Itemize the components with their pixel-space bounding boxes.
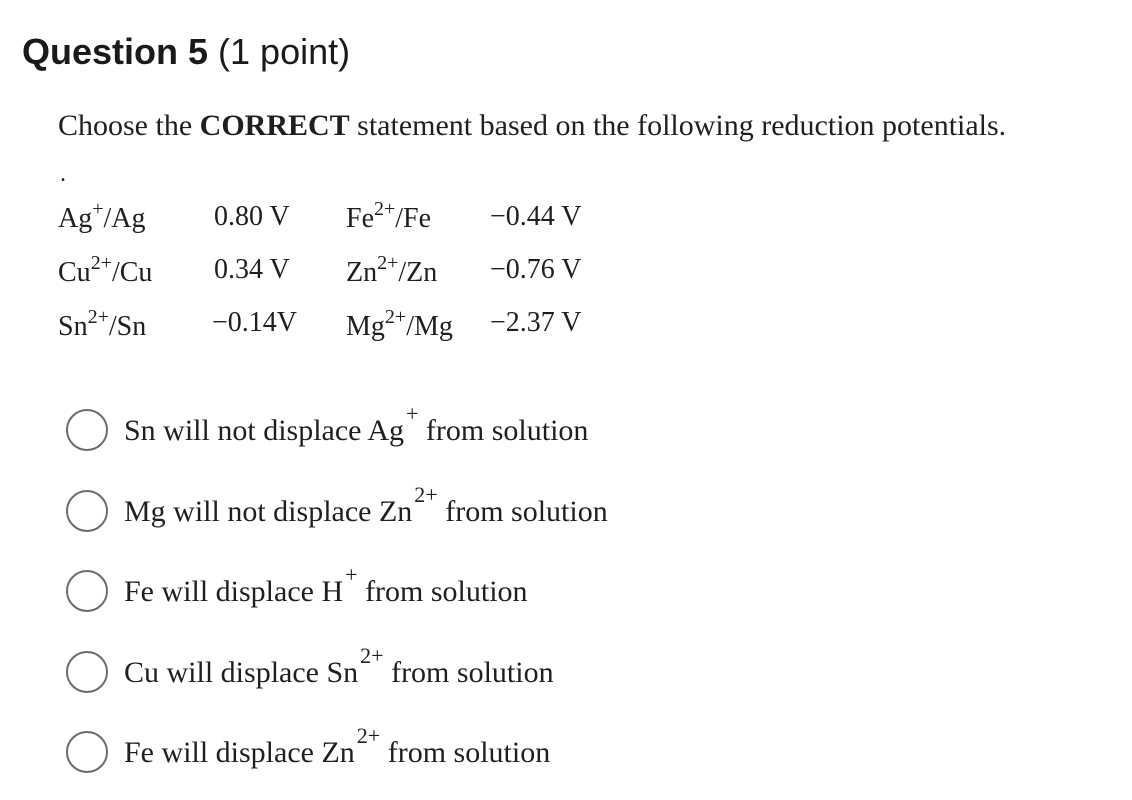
couple-cu: $Cu^{2+}/Cu$ xyxy=(58,251,153,288)
option-label: Fe will displace H+ from solution xyxy=(124,562,528,608)
potential-ag: 0.80 V xyxy=(214,201,290,232)
couple-zn: $Zn^{2+}/Zn$ xyxy=(346,251,438,288)
radio-button[interactable] xyxy=(66,570,108,612)
prompt-text-after: statement based on the following reduction potentials. xyxy=(349,109,1007,142)
radio-button[interactable] xyxy=(66,490,108,532)
potential-fe: −0.44 V xyxy=(490,201,582,232)
couple-fe: $Fe^{2+}/Fe$ xyxy=(346,197,432,234)
radio-button[interactable] xyxy=(66,409,108,451)
question-title: Question 5 xyxy=(22,31,209,72)
separator-dot: . xyxy=(60,161,66,187)
option-label: Cu will displace $Sn^{2+}$ from solution xyxy=(124,643,554,689)
potential-zn: −0.76 V xyxy=(490,254,582,285)
option-label: Fe will displace $Zn^{2+}$ from solution xyxy=(124,723,551,769)
potential-sn: −0.14V xyxy=(212,307,298,338)
option-label: Mg will not displace $Zn^{2+}$ from solution xyxy=(124,482,608,528)
couple-sn: $Sn^{2+}/Sn$ xyxy=(58,305,147,342)
option-label: Sn will not displace Ag+ from solution xyxy=(124,401,589,447)
prompt-emphasis: CORRECT xyxy=(199,109,350,142)
couple-ag: Ag+/Ag xyxy=(58,197,146,234)
potential-mg: −2.37 V xyxy=(490,307,582,338)
radio-button[interactable] xyxy=(66,731,108,773)
radio-button[interactable] xyxy=(66,651,108,693)
couple-mg: $Mg^{2+}/Mg$ xyxy=(346,305,453,342)
question-points: (1 point) xyxy=(218,31,351,72)
potential-cu: 0.34 V xyxy=(214,254,290,285)
prompt-text-before: Choose the xyxy=(58,109,200,142)
